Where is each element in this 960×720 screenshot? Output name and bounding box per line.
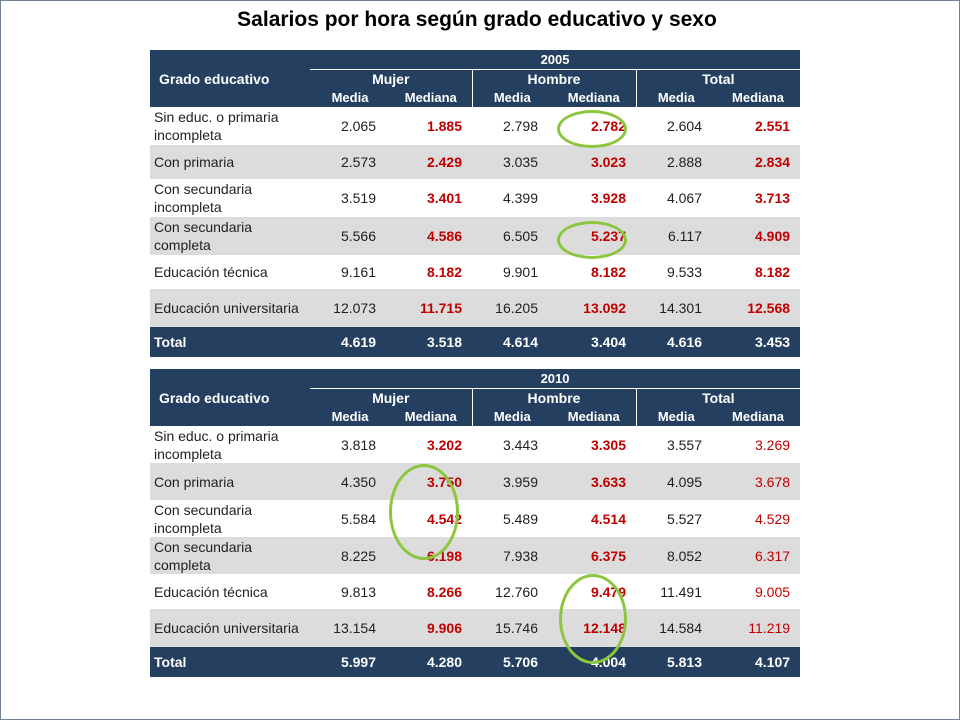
- mujer-mediana: 8.266: [426, 583, 462, 600]
- mujer-media: 2.065: [340, 118, 376, 134]
- row-label: Educación técnica: [154, 583, 268, 600]
- hombre-media: 3.035: [502, 154, 538, 170]
- hombre-mediana: 3.928: [590, 190, 626, 206]
- hombre-media: 5.489: [502, 510, 538, 527]
- total-mediana: 3.678: [755, 473, 791, 490]
- total-media: 4.616: [666, 334, 702, 350]
- mujer-mediana: 3.401: [426, 190, 462, 206]
- total-media: 5.527: [666, 510, 702, 527]
- mujer-mediana: 2.429: [426, 154, 462, 170]
- media-header: Media: [331, 409, 369, 424]
- mediana-header: Mediana: [732, 90, 785, 105]
- table-row: [150, 500, 800, 537]
- mujer-mediana: 11.715: [419, 300, 462, 316]
- media-header: Media: [472, 88, 552, 107]
- table-row: [150, 255, 800, 289]
- hombre-mediana: 6.375: [590, 547, 626, 564]
- hombre-media: 12.760: [495, 583, 538, 600]
- year-header: 2010: [540, 370, 570, 386]
- table-row: [150, 609, 800, 647]
- total-mediana: 2.551: [755, 118, 791, 134]
- total-row: [150, 647, 800, 677]
- row-label: Educación universitaria: [154, 620, 299, 636]
- table-row: [150, 537, 800, 574]
- row-label: Con secundaria completa: [154, 538, 253, 573]
- mujer-mediana: 3.518: [426, 334, 462, 350]
- hombre-media: 5.706: [502, 654, 538, 670]
- total-row: [150, 327, 800, 357]
- total-media: 2.888: [666, 154, 702, 170]
- total-mediana: 12.568: [747, 300, 791, 316]
- mujer-mediana: 8.182: [426, 264, 462, 280]
- hombre-media: 7.938: [502, 547, 538, 564]
- total-media: 6.117: [668, 228, 702, 244]
- hombre-media: 15.746: [495, 620, 538, 636]
- mujer-mediana: 4.280: [426, 654, 462, 670]
- hombre-media: 6.505: [502, 228, 538, 244]
- mujer-mediana: 3.750: [426, 473, 462, 490]
- hombre-media: 3.443: [502, 436, 538, 453]
- group-header-mujer: Mujer: [310, 69, 472, 88]
- row-label: Educación técnica: [154, 264, 268, 280]
- table-row: [150, 179, 800, 217]
- table-row: [150, 289, 800, 327]
- mujer-media: 4.350: [340, 473, 376, 490]
- hombre-media: 3.959: [502, 473, 538, 490]
- row-label: Con primaria: [154, 154, 235, 170]
- hombre-mediana: 8.182: [590, 264, 626, 280]
- row-label: Educación universitaria: [154, 300, 299, 316]
- hombre-media: 4.399: [502, 190, 538, 206]
- media-header: Media: [636, 407, 716, 426]
- total-media: 9.533: [666, 264, 702, 280]
- total-mediana: 6.317: [755, 547, 791, 564]
- mujer-mediana: 3.202: [426, 436, 462, 453]
- mujer-media: 5.566: [340, 228, 376, 244]
- total-label: Total: [154, 654, 187, 670]
- mujer-media: 9.161: [340, 264, 376, 280]
- total-mediana: 3.453: [755, 334, 791, 350]
- total-mediana: 8.182: [755, 264, 791, 280]
- row-label: Con secundaria completa: [154, 219, 253, 253]
- table-row: [150, 107, 800, 145]
- row-label: Sin educ. o primaria incompleta: [154, 109, 279, 143]
- total-mediana: 11.219: [748, 620, 791, 636]
- mujer-mediana: 4.542: [426, 510, 462, 527]
- total-media: 14.301: [659, 300, 702, 316]
- total-media: 8.052: [666, 547, 702, 564]
- total-mediana: 3.269: [755, 436, 791, 453]
- mediana-header: Mediana: [567, 409, 620, 424]
- group-header-hombre: Hombre: [472, 388, 636, 407]
- table-row: [150, 574, 800, 609]
- hombre-mediana: 3.633: [590, 473, 626, 490]
- hombre-mediana: 9.479: [590, 583, 626, 600]
- mediana-header: Mediana: [404, 90, 457, 105]
- hombre-mediana: 5.237: [590, 228, 626, 244]
- total-media: 3.557: [666, 436, 702, 453]
- hombre-mediana: 4.004: [590, 654, 626, 670]
- group-header-hombre: Hombre: [472, 69, 636, 88]
- mujer-media: 3.818: [340, 436, 376, 453]
- table-row: [150, 217, 800, 255]
- media-header: Media: [472, 407, 552, 426]
- total-label: Total: [154, 334, 187, 350]
- total-mediana: 2.834: [755, 154, 791, 170]
- table-row: [150, 463, 800, 500]
- wage-table-2005: [150, 50, 800, 357]
- mujer-mediana: 6.198: [426, 547, 462, 564]
- slide-title: Salarios por hora según grado educativo y sexo: [237, 8, 717, 31]
- media-header: Media: [636, 88, 716, 107]
- total-mediana: 3.713: [755, 190, 791, 206]
- mujer-media: 9.813: [340, 583, 376, 600]
- media-header: Media: [331, 90, 369, 105]
- hombre-mediana: 13.092: [583, 300, 626, 316]
- mediana-header: Mediana: [404, 409, 457, 424]
- row-label: Con secundaria incompleta: [154, 181, 253, 215]
- table-row: [150, 426, 800, 463]
- year-header: 2005: [540, 51, 570, 67]
- table-row: [150, 145, 800, 179]
- total-media: 2.604: [666, 118, 702, 134]
- total-mediana: 9.005: [755, 583, 791, 600]
- hombre-mediana: 3.404: [590, 334, 626, 350]
- mujer-mediana: 9.906: [426, 620, 462, 636]
- mujer-media: 5.997: [340, 654, 376, 670]
- mujer-media: 12.073: [333, 300, 376, 316]
- total-mediana: 4.107: [755, 654, 791, 670]
- group-header-total: Total: [636, 388, 800, 407]
- hombre-media: 16.205: [495, 300, 538, 316]
- hombre-media: 9.901: [502, 264, 538, 280]
- mujer-media: 2.573: [340, 154, 376, 170]
- mujer-mediana: 4.586: [426, 228, 462, 244]
- total-media: 11.491: [660, 583, 702, 600]
- total-media: 4.095: [666, 473, 702, 490]
- hombre-mediana: 4.514: [590, 510, 626, 527]
- hombre-media: 2.798: [502, 118, 538, 134]
- mujer-media: 3.519: [340, 190, 376, 206]
- mediana-header: Mediana: [567, 90, 620, 105]
- total-mediana: 4.909: [755, 228, 791, 244]
- group-header-mujer: Mujer: [310, 388, 472, 407]
- hombre-mediana: 3.023: [590, 154, 626, 170]
- row-label: Con secundaria incompleta: [154, 501, 253, 536]
- mujer-media: 5.584: [340, 510, 376, 527]
- group-header-total: Total: [636, 69, 800, 88]
- total-media: 5.813: [666, 654, 702, 670]
- row-label: Sin educ. o primaria incompleta: [154, 427, 279, 462]
- hombre-mediana: 2.782: [590, 118, 626, 134]
- mediana-header: Mediana: [732, 409, 785, 424]
- row-label: Con primaria: [154, 473, 235, 490]
- mujer-media: 13.154: [333, 620, 376, 636]
- hombre-media: 4.614: [502, 334, 538, 350]
- hombre-mediana: 12.148: [583, 620, 626, 636]
- mujer-media: 4.619: [340, 334, 376, 350]
- grado-educativo-header: Grado educativo: [159, 70, 270, 87]
- wage-table-2010: [150, 369, 800, 677]
- mujer-mediana: 1.885: [426, 118, 462, 134]
- total-mediana: 4.529: [755, 510, 791, 527]
- hombre-mediana: 3.305: [590, 436, 626, 453]
- grado-educativo-header: Grado educativo: [159, 389, 270, 406]
- total-media: 14.584: [659, 620, 702, 636]
- total-media: 4.067: [666, 190, 702, 206]
- mujer-media: 8.225: [340, 547, 376, 564]
